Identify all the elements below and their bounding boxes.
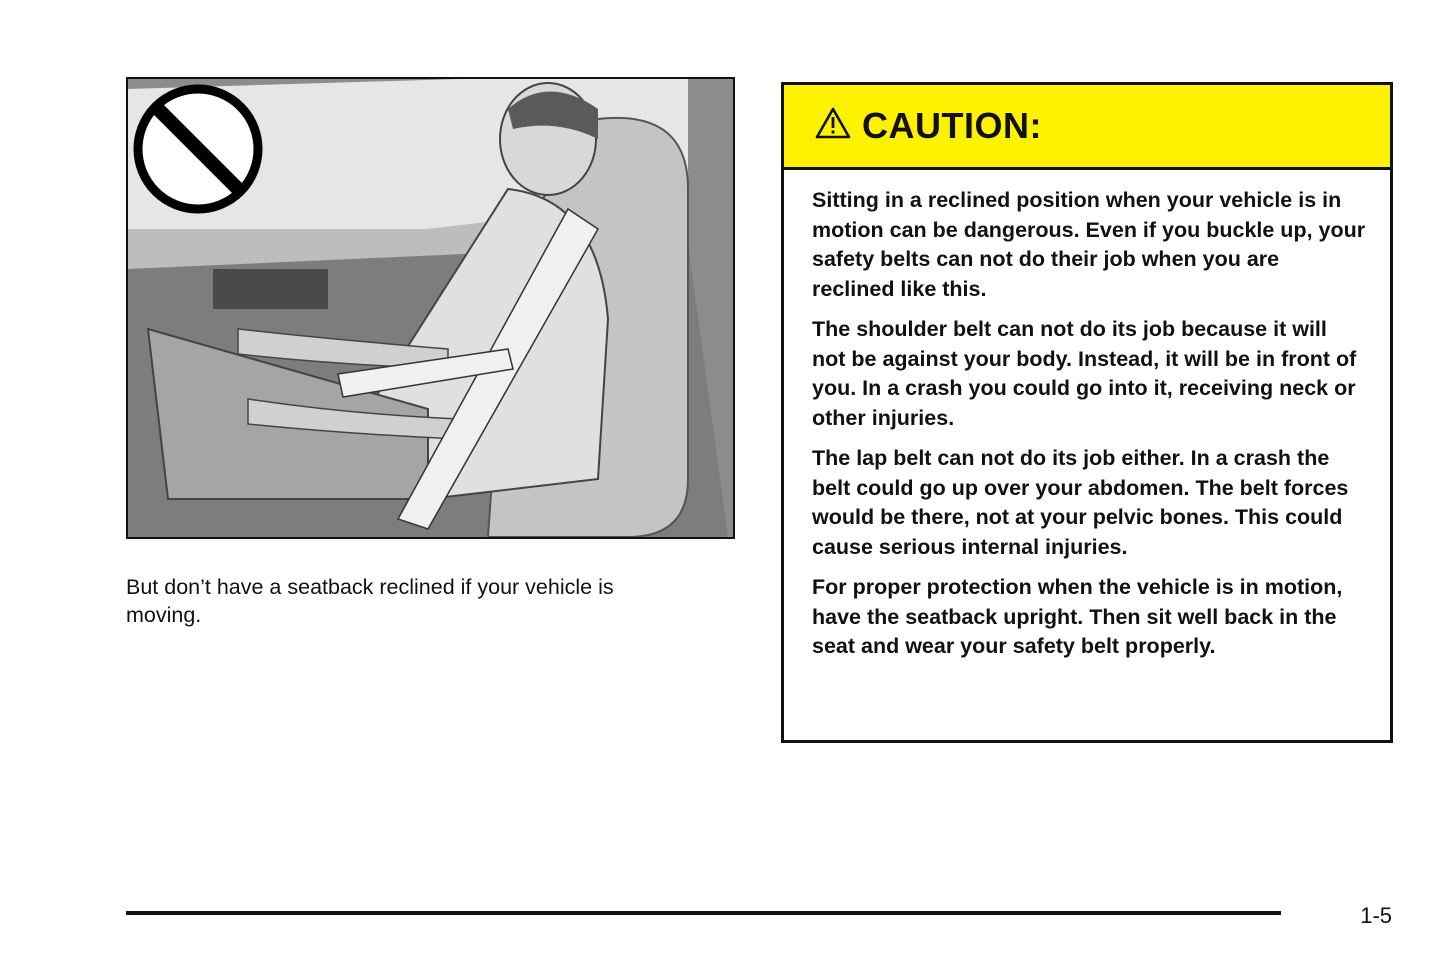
caution-paragraph-4: For proper protection when the vehicle is in motion, have the seatback upright. Then sit well back in the seat and wear your safety belt properly.	[812, 575, 1343, 658]
page-number: 1-5	[1360, 903, 1392, 928]
footer-rule	[126, 911, 1281, 915]
prohibition-sign-icon	[138, 89, 258, 209]
caution-body	[784, 170, 1390, 662]
caution-paragraph-1: Sitting in a reclined position when your vehicle is in motion can be dangerous. Even if you buckle up, your safety belts can not do their job when you are reclined like this.	[812, 188, 1366, 301]
caution-header	[784, 85, 1390, 170]
caution-paragraph-2: The shoulder belt can not do its job because it will not be against your body. Instead, it will be in front of you. In a crash you could go into it, receiving neck or other injuries.	[812, 317, 1357, 430]
caution-title: CAUTION:	[862, 105, 1042, 146]
figure-caption: But don’t have a seatback reclined if your vehicle is moving.	[126, 575, 614, 627]
caution-box	[781, 82, 1393, 743]
caution-paragraph-3: The lap belt can not do its job either. In a crash the belt could go up over your abdomen. The belt forces would be there, not at your pelvic bones. This could cause serious internal injuries.	[812, 446, 1349, 559]
reclined-seat-illustration	[126, 77, 735, 539]
warning-triangle-icon	[814, 106, 852, 140]
illustration-drawing	[128, 79, 733, 537]
